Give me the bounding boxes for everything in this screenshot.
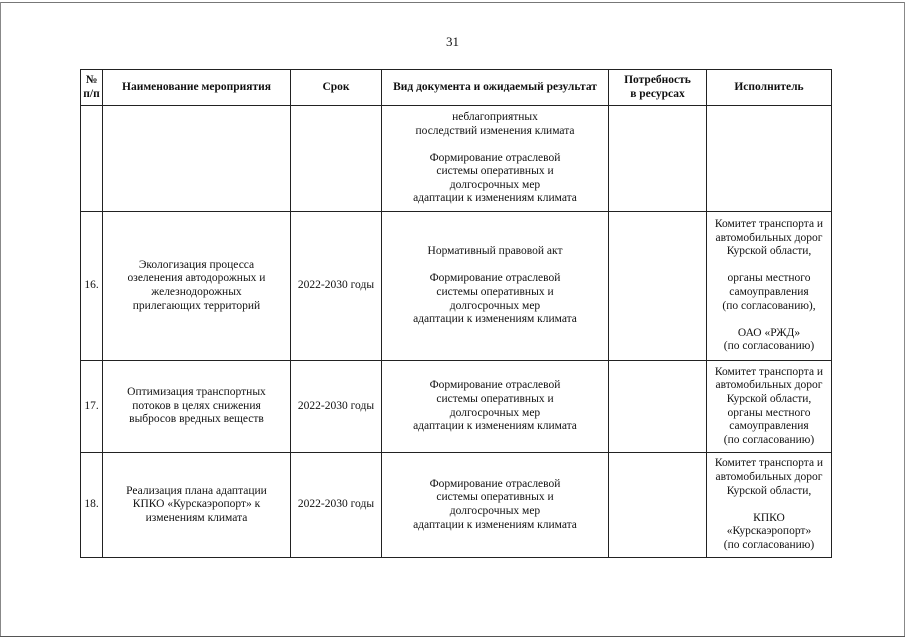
cell-document: Формирование отраслевой системы оперативных и долгосрочных мер адаптации к изменениям климата xyxy=(382,361,609,453)
cell-executor xyxy=(707,106,832,212)
cell-term: 2022-2030 годы xyxy=(291,361,382,453)
cell-document: неблагоприятных последствий изменения климата Формирование отраслевой системы оперативных и долгосрочных мер адаптации к изменениям климата xyxy=(382,106,609,212)
cell-term: 2022-2030 годы xyxy=(291,453,382,558)
cell-num: 17. xyxy=(81,361,103,453)
cell-term xyxy=(291,106,382,212)
cell-document: Нормативный правовой акт Формирование отраслевой системы оперативных и долгосрочных мер адаптации к изменениям климата xyxy=(382,212,609,361)
table-header-row xyxy=(81,70,832,106)
page-border-bottom xyxy=(0,636,905,637)
header-num: № п/п xyxy=(81,70,103,106)
cell-executor: Комитет транспорта и автомобильных дорог Курской области, КПКО «Курскаэропорт» (по согласованию) xyxy=(707,453,832,558)
cell-executor: Комитет транспорта и автомобильных дорог Курской области, органы местного самоуправления (по согласованию) xyxy=(707,361,832,453)
table-row xyxy=(81,212,832,361)
cell-num: 18. xyxy=(81,453,103,558)
cell-document: Формирование отраслевой системы оперативных и долгосрочных мер адаптации к изменениям климата xyxy=(382,453,609,558)
cell-num xyxy=(81,106,103,212)
header-resources: Потребность в ресурсах xyxy=(609,70,707,106)
cell-resources xyxy=(609,453,707,558)
cell-name: Оптимизация транспортных потоков в целях снижения выбросов вредных веществ xyxy=(103,361,291,453)
header-executor: Исполнитель xyxy=(707,70,832,106)
measures-table xyxy=(80,69,832,558)
header-document: Вид документа и ожидаемый результат xyxy=(382,70,609,106)
table-row xyxy=(81,453,832,558)
cell-name xyxy=(103,106,291,212)
cell-executor: Комитет транспорта и автомобильных дорог Курской области, органы местного самоуправления (по согласованию), ОАО «РЖД» (по согласованию) xyxy=(707,212,832,361)
cell-term: 2022-2030 годы xyxy=(291,212,382,361)
cell-resources xyxy=(609,361,707,453)
table-row-continuation xyxy=(81,106,832,212)
cell-resources xyxy=(609,106,707,212)
page-border-top xyxy=(0,2,905,3)
page-border-left xyxy=(0,2,1,637)
table-row xyxy=(81,361,832,453)
cell-resources xyxy=(609,212,707,361)
cell-name: Экологизация процесса озеленения автодорожных и железнодорожных прилегающих территорий xyxy=(103,212,291,361)
cell-name: Реализация плана адаптации КПКО «Курскаэропорт» к изменениям климата xyxy=(103,453,291,558)
page-number: 31 xyxy=(446,34,459,49)
header-name: Наименование мероприятия xyxy=(103,70,291,106)
cell-num: 16. xyxy=(81,212,103,361)
header-term: Срок xyxy=(291,70,382,106)
